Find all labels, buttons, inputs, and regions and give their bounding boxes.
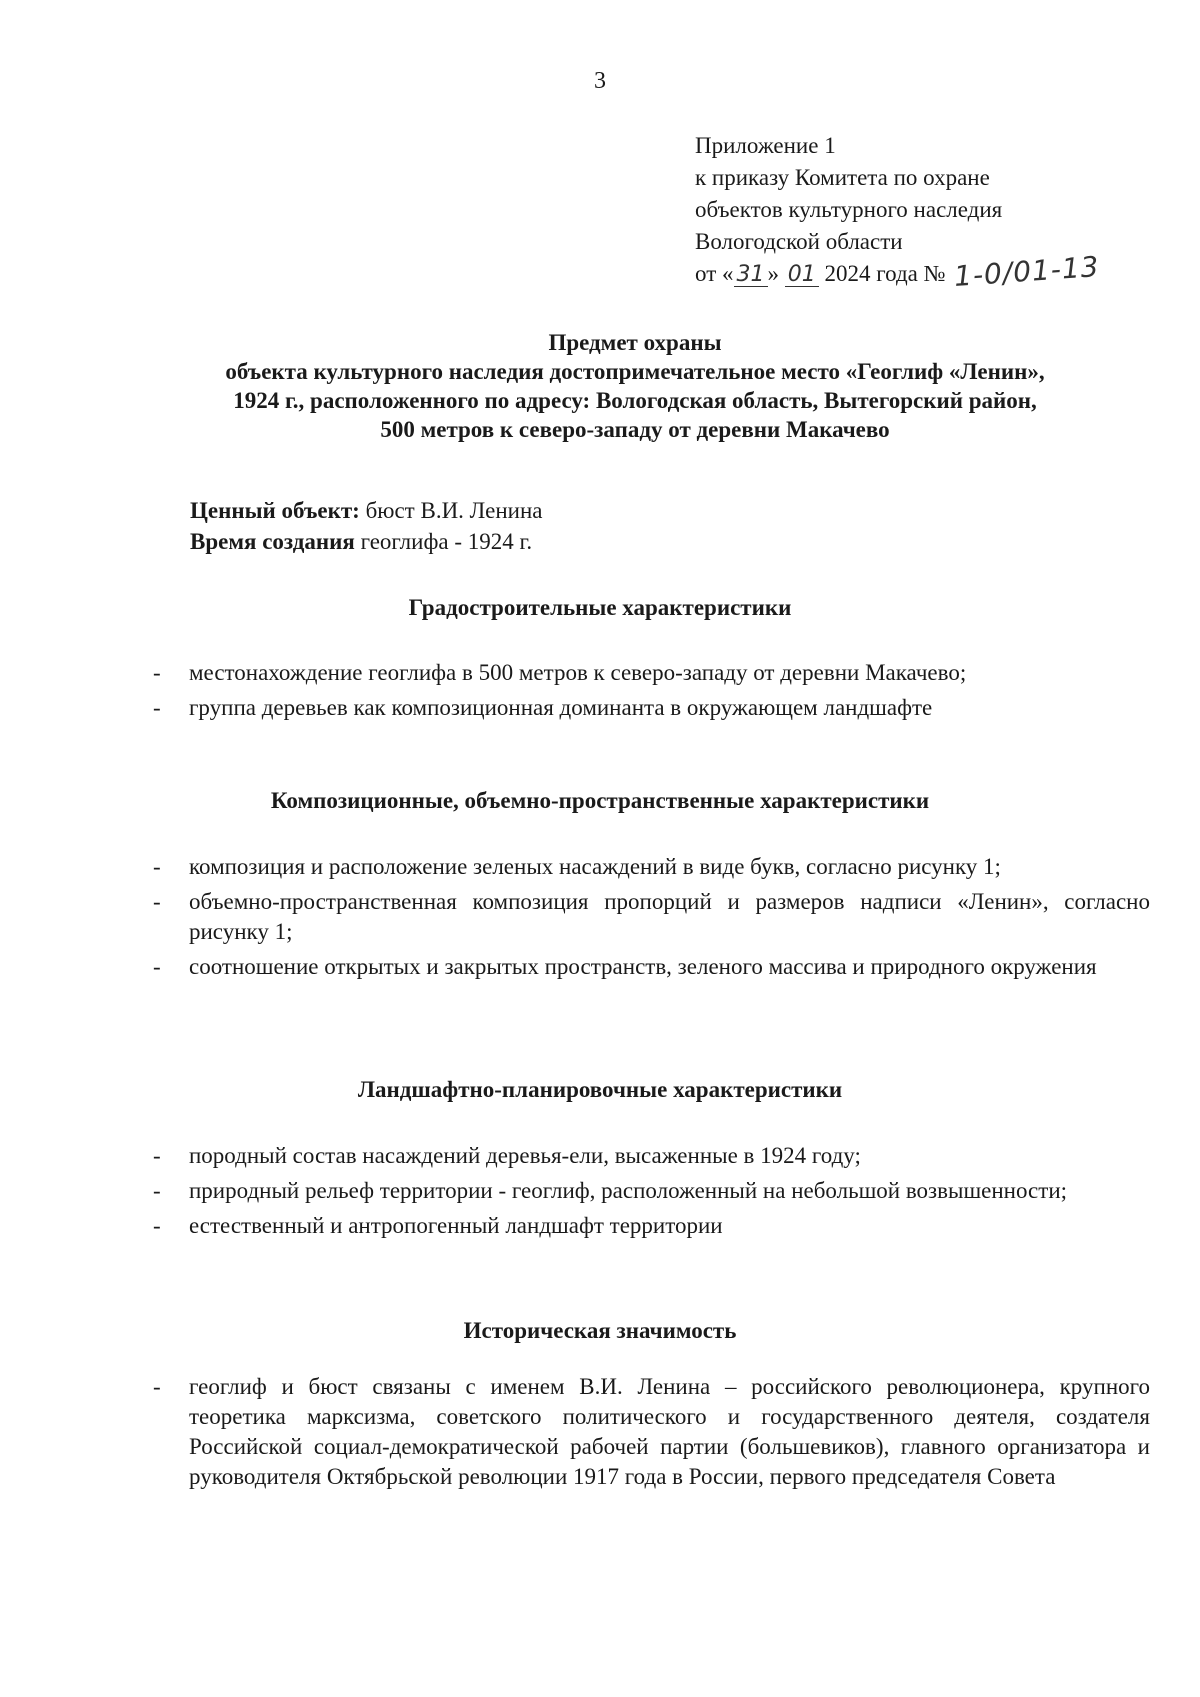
list-item: - геоглиф и бюст связаны с именем В.И. Ленина – российского революционера, крупного теоретика марксизма, советского политического и государственного деятеля, создателя Российской социал-демократической рабочей партии (большевиков), главного организатора и руководителя Октябрьской революции 1917 года в России, первого председателя Совета	[150, 1372, 1150, 1492]
appendix-line-2: к приказу Комитета по охране	[695, 165, 990, 190]
section-heading-urban: Градостроительные характеристики	[408, 595, 792, 620]
list-item: - породный состав насаждений деревья-ели, высаженные в 1924 году;	[150, 1141, 1150, 1171]
handwritten-order-number: 1-0/01-13	[953, 249, 1101, 294]
section-list-urban	[150, 658, 1150, 728]
creation-time-value: геоглифа - 1924 г.	[354, 529, 533, 554]
title-line-4: 500 метров к северо-западу от деревни Макачево	[380, 417, 890, 442]
creation-time-line	[190, 526, 542, 557]
list-item: - группа деревьев как композиционная доминанта в окружающем ландшафте	[150, 693, 1150, 723]
creation-time-label: Время создания	[190, 529, 355, 554]
list-item: - соотношение открытых и закрытых пространств, зеленого массива и природного окружения	[150, 952, 1150, 982]
handwritten-month: 01	[785, 264, 819, 287]
date-suffix: 2024 года №	[824, 261, 946, 286]
appendix-line-4: Вологодской области	[695, 229, 903, 254]
valuable-object-label: Ценный объект:	[190, 498, 360, 523]
appendix-block	[695, 130, 1103, 294]
appendix-date-line	[695, 249, 1103, 294]
document-title	[110, 328, 1160, 444]
title-line-1: Предмет охраны	[548, 330, 722, 355]
list-item: - объемно-пространственная композиция пропорций и размеров надписи «Ленин», согласно рисунку 1;	[150, 887, 1150, 947]
handwritten-day: 31	[734, 264, 768, 287]
section-list-historical	[150, 1372, 1150, 1497]
list-item: - местонахождение геоглифа в 500 метров к северо-западу от деревни Макачево;	[150, 658, 1150, 688]
date-mid: »	[767, 261, 779, 286]
date-prefix: от «	[695, 261, 734, 286]
valuable-object-line	[190, 495, 542, 526]
list-item: - естественный и антропогенный ландшафт территории	[150, 1211, 1150, 1241]
valuable-object-value: бюст В.И. Ленина	[359, 498, 543, 523]
object-info	[190, 495, 542, 557]
section-list-landscape	[150, 1141, 1150, 1246]
section-heading-composition: Композиционные, объемно-пространственные характеристики	[270, 788, 930, 813]
title-line-3: 1924 г., расположенного по адресу: Вологодская область, Вытегорский район,	[233, 388, 1037, 413]
list-item: - композиция и расположение зеленых насаждений в виде букв, согласно рисунку 1;	[150, 852, 1150, 882]
section-heading-landscape: Ландшафтно-планировочные характеристики	[357, 1077, 843, 1102]
section-list-composition	[150, 852, 1150, 987]
appendix-line-3: объектов культурного наследия	[695, 197, 1003, 222]
list-item: - природный рельеф территории - геоглиф, расположенный на небольшой возвышенности;	[150, 1176, 1150, 1206]
page-number: 3	[594, 68, 606, 94]
section-heading-historical: Историческая значимость	[463, 1318, 737, 1343]
appendix-line-1: Приложение 1	[695, 133, 836, 158]
title-line-2: объекта культурного наследия достопримечательное место «Геоглиф «Ленин»,	[225, 359, 1045, 384]
